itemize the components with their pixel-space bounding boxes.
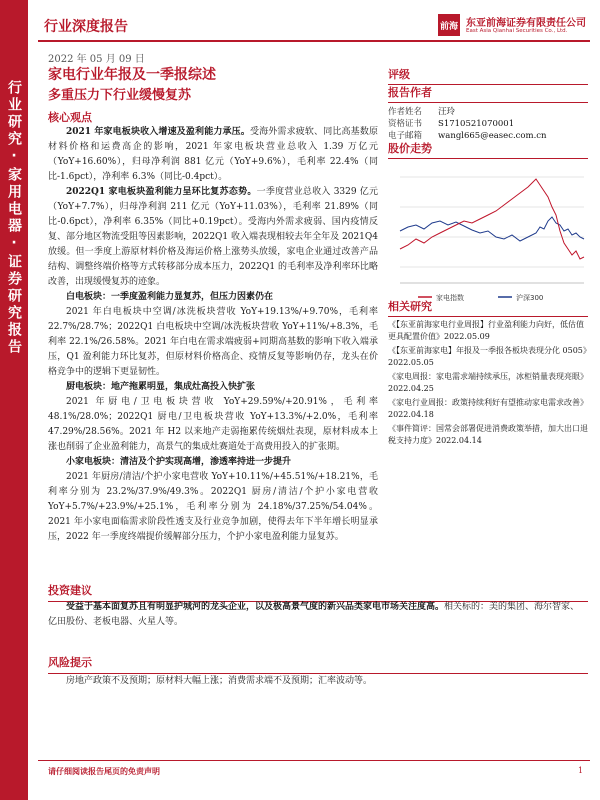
risk-paragraph: 房地产政策不及预期；原材料大幅上涨；消费需求端不及预期；汇率波动等。 xyxy=(66,676,373,686)
footer-divider xyxy=(38,760,590,761)
analyst-divider xyxy=(388,102,588,103)
kitchen-appliance-heading xyxy=(48,380,378,395)
core-p2-body: 一季度营业总收入 3329 亿元（YoY+7.7%），归母净利润 211 亿元（YoY+11.03%），毛利率 21.89%（同比-0.6pct），净利率 6.35%（同比+0.19pct）。受海内外需求疲弱、国内疫情反复、部分地区物流受阻等因素影响，2022Q1 收入端表现相较去年全年及 2021Q4 放缓。但一季度上游原材料价格及海运价格上涨势头放缓，家电企业通过改善产品结构、调整终端价格等方式转移部分成本压力，2022Q1 的毛利率及净利率环比略改善，出现缓慢复苏的迹象。 xyxy=(48,187,378,287)
benchmark-series-line xyxy=(400,217,584,241)
core-p3-lead: 白电板块：一季度盈利能力显复苏，但压力因素仍在 xyxy=(66,292,274,302)
investment-body: 相关标的：美的集团、海尔智家、亿田股份、老板电器、火星人等。 xyxy=(48,602,580,627)
report-date: 2022 年 05 月 09 日 xyxy=(48,54,145,65)
core-p5-lead: 小家电板块：清洁及个护实现高增，渗透率持进一步提升 xyxy=(66,457,292,467)
analyst-email-key: 电子邮箱 xyxy=(388,131,423,141)
small-appliance-heading xyxy=(48,455,378,470)
investment-lead: 受益于基本面复苏且有明显护城河的龙头企业，以及极高景气度的新兴品类家电市场关注度高。 xyxy=(66,602,445,612)
related-divider xyxy=(388,316,588,317)
legend-index-label: 家电指数 xyxy=(436,294,464,302)
core-paragraph-5: 2021 年厨房/清洁/个护小家电营收 YoY+10.11%/+45.51%/+18.21%，毛利率分别为 23.2%/37.9%/49.3%。2022Q1 厨房/清洁/个护小家电营收 YoY+5.7%/+23.9%/+25.1%，毛利率分别为 24.18%/37.25%/54.04%。2021 年小家电面临需求阶段性透支及行业竞争加剧，使得去年下半年增长明显承压，2022 年一季度终端提价缓解部分压力，个护小家电盈利能力显复苏。 xyxy=(48,472,378,542)
report-type-label: 行业深度报告 xyxy=(44,19,128,35)
analyst-cert-key: 资格证书 xyxy=(388,119,423,129)
stock-trend-chart xyxy=(388,159,588,311)
analyst-block xyxy=(388,84,588,142)
core-p1-body: 受海外需求疲软、同比高基数原材料价格和运费高企的影响，2021 年家电板块营业总收入 1.39 万亿元（YoY+16.60%），归母净利润 881 亿元（YoY+9.6%），毛利率 22.4%（同比-1.6pct），净利率 6.3%（同比-0.4pct）。 xyxy=(48,127,378,182)
header-divider xyxy=(38,40,590,42)
core-p1-lead: 2021 年家电板块收入增速及盈利能力承压。 xyxy=(66,127,250,137)
legend-benchmark-label: 沪深300 xyxy=(516,294,544,302)
risk-head xyxy=(48,654,588,674)
related-item[interactable]: 《家电行业周报：政策持续利好有望推动家电需求改善》2022.04.18 xyxy=(388,398,588,419)
company-name-en: East Asia Qianhai Securities Co., Ltd. xyxy=(466,28,568,34)
core-paragraph-2 xyxy=(48,185,378,290)
analyst-cert-value: S1710521070001 xyxy=(438,119,515,129)
investment-paragraph xyxy=(48,600,588,630)
rating-heading: 评级 xyxy=(388,68,410,81)
related-research-block xyxy=(388,298,588,447)
risk-heading: 风险提示 xyxy=(48,656,92,669)
related-item[interactable]: 《【东亚前海家电】年报及一季报各板块表现分化 0505》2022.05.05 xyxy=(388,346,587,367)
stock-chart-block xyxy=(388,140,588,315)
related-item[interactable]: 《事件简评：国常会部署促进消费政策举措，加大出口退税支持力度》2022.04.14 xyxy=(388,424,588,445)
related-item[interactable]: 《【东亚前海家电行业周报】行业盈利能力向好，低估值更具配置价值》2022.05.09 xyxy=(388,320,584,341)
page-number: 1 xyxy=(578,766,584,775)
analyst-name-value: 汪玲 xyxy=(438,107,456,117)
investment-advice-head xyxy=(48,582,588,602)
white-appliance-heading xyxy=(48,290,378,305)
core-paragraph-4: 2021 年厨电/卫电板块营收 YoY+29.59%/+20.91%，毛利率 48.1%/28.0%；2022Q1 厨电/卫电板块营收 YoY+13.3%/+2.0%，毛利率 47.29%/28.56%。2021 年 H2 以来地产走弱拖累传统烟灶表现，原材料成本上涨也削弱了企业盈利能力，高景气的集成灶赛道处于高费用投入的扩张期。 xyxy=(48,397,378,452)
company-logo-icon: 前海 xyxy=(438,14,460,36)
page-header xyxy=(38,0,590,40)
main-column xyxy=(48,66,378,545)
core-p2-lead: 2022Q1 家电板块盈利能力呈环比复苏态势。 xyxy=(66,187,257,197)
chart-gridlines xyxy=(400,177,584,267)
analyst-email-value: wangl665@easec.com.cn xyxy=(438,131,547,141)
core-paragraph-1 xyxy=(48,125,378,185)
sidebar-label: 行业研究·家用电器·证券研究报告 xyxy=(6,80,22,356)
document-subtitle: 多重压力下行业缓慢复苏 xyxy=(48,88,192,103)
analyst-row xyxy=(388,118,588,130)
core-paragraph-3: 2021 年白电板块中空调/冰洗板块营收 YoY+19.13%/+9.70%，毛利率 22.7%/28.7%；2022Q1 白电板块中空调/冰洗板块营收 YoY+11%/+8.3%，毛利率 22.1%/26.58%。2021 年白电在需求端疲弱+同期高基数的影响下收入端承压，Q1 盈利能力环比复苏，但原材料价格高企、疫情反复等影响仍存，龙头在价格竞争中的逻辑下更显韧性。 xyxy=(48,307,378,377)
related-item[interactable]: 《家电周报：家电需求端持续承压，冰柜销量表现亮眼》2022.04.25 xyxy=(388,372,588,393)
investment-heading: 投资建议 xyxy=(48,584,92,597)
analyst-heading: 报告作者 xyxy=(388,86,432,99)
footer-disclaimer: 请仔细阅读报告尾页的免责声明 xyxy=(48,767,160,776)
company-name-cn: 东亚前海证券有限责任公司 xyxy=(466,18,586,29)
sidebar-band xyxy=(0,0,28,800)
core-view-heading: 核心观点 xyxy=(48,111,92,124)
document-title: 家电行业年报及一季报综述 xyxy=(48,67,216,83)
analyst-row xyxy=(388,106,588,118)
analyst-name-key: 作者姓名 xyxy=(388,107,423,117)
stock-chart-heading: 股价走势 xyxy=(388,142,432,155)
core-p4-lead: 厨电板块：地产拖累明显，集成灶高投入快扩张 xyxy=(66,382,256,392)
related-heading: 相关研究 xyxy=(388,300,432,313)
index-series-line xyxy=(400,179,584,259)
rating-block xyxy=(388,66,588,85)
